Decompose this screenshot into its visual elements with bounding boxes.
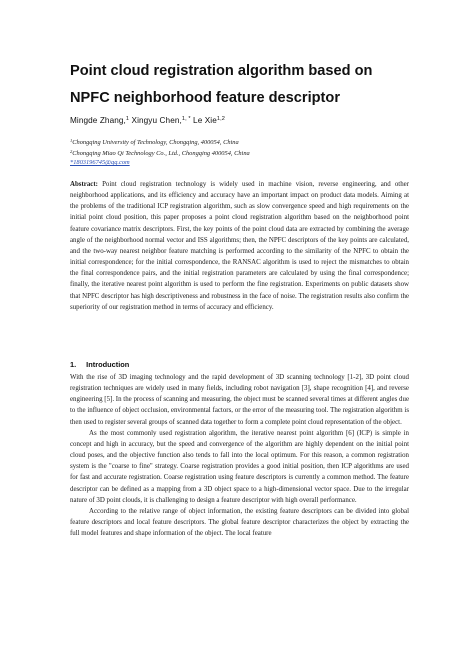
paragraph: As the most commonly used registration algorithm, the iterative nearest point algorithm [6] (ICP) is simple in concept and high in accuracy, but the speed and convergence of the algorithm are highly dependent on the initial point cloud poses, and the objective function also tends to fall into the local optimum. For this reason, a common registration system is the "coarse to fine" strategy. Coarse registration provides a good initial position, then ICP algorithms are used for fast and accurate registration. Coarse registration using feature descriptors is currently a common method. The feature descriptor can be defined as a mapping from a 3D object space to a high-dimensional vector space. Due to the irregular nature of 3D point clouds, it is challenging to design a feature descriptor with high overall performance.	[70, 429, 409, 504]
author-name: Le Xie	[193, 116, 217, 125]
affiliation-text: Chongqing University of Technology, Chongqing, 400054, China	[72, 139, 239, 146]
section-heading	[70, 360, 129, 369]
paragraph: According to the relative range of object information, the existing feature descriptors can be divided into global feature descriptors and local feature descriptors. The global feature descriptor characterizes the object by extracting the full model features and shape information of the object. The local feature	[70, 507, 409, 538]
affiliation-mark: 1	[70, 138, 73, 143]
affiliation	[70, 136, 410, 147]
author-affiliation-mark: 1	[125, 116, 130, 122]
affiliation-mark: 2	[70, 149, 73, 154]
section-number: 1.	[70, 360, 77, 369]
section-title: Introduction	[86, 360, 130, 369]
paragraph: With the rise of 3D imaging technology and the rapid development of 3D scanning technology [1-2], 3D point cloud registration techniques are widely used in many fields, including robot navigation [3], shape recognition [4], and reverse engineering [5]. In the process of scanning and measuring, the object must be scanned several times at different angles due to the influence of object occlusion, environmental factors, or the error of the measuring tool. The registration algorithm is then used to register several groups of scanned data together to form a complete point cloud representation of the object.	[70, 374, 409, 426]
author-affiliation-mark: 1,2	[216, 116, 225, 122]
affiliation-text: Chongqing Miao Qi Technology Co., Ltd., Chongqing 400054, China	[72, 150, 250, 157]
abstract-label: Abstract:	[70, 181, 98, 188]
author-name: Xingyu Chen,	[131, 116, 182, 125]
author-name: Mingde Zhang,	[70, 116, 126, 125]
abstract	[70, 179, 409, 313]
author-affiliation-mark: 1, *	[181, 116, 191, 122]
author-list	[70, 116, 410, 125]
introduction-body	[70, 372, 409, 539]
paper-title: Point cloud registration algorithm based on NPFC neighborhood feature descriptor	[70, 63, 373, 106]
abstract-text: Point cloud registration technology is widely used in machine vision, reverse engineering, and other neighborhood applications, and its efficiency and accuracy have an important impact on product data models. Aiming at the problems of the traditional ICP registration algorithm, such as slow convergence speed and high requirements on the initial point cloud position, this paper proposes a point cloud registration algorithm based on the neighborhood point feature covariance matrix descriptors. First, the key points of the point cloud data are extracted by combining the average angle of the neighborhood normal vector and ISS algorithms; then, the NPFC descriptors of the key points are calculated, and the two-way nearest neighbor feature matching is performed according to the similarity of the NPFC to obtain the initial correspondence; for the initial correspondence, the RANSAC algorithm is used to reject the mismatches to obtain the final correspondence pairs, and the initial registration parameters are calculated by using the final correspondence; finally, the iterative nearest point algorithm is used to perform the fine registration. Experiments on public datasets show that NPFC descriptor has high descriptiveness and robustness in the face of noise. The registration results also confirm the superiority of our registration method in terms of accuracy and efficiency.	[70, 181, 409, 311]
affiliation	[70, 147, 410, 158]
corresponding-email-link[interactable]: *1803196745@qq.com	[70, 159, 130, 166]
